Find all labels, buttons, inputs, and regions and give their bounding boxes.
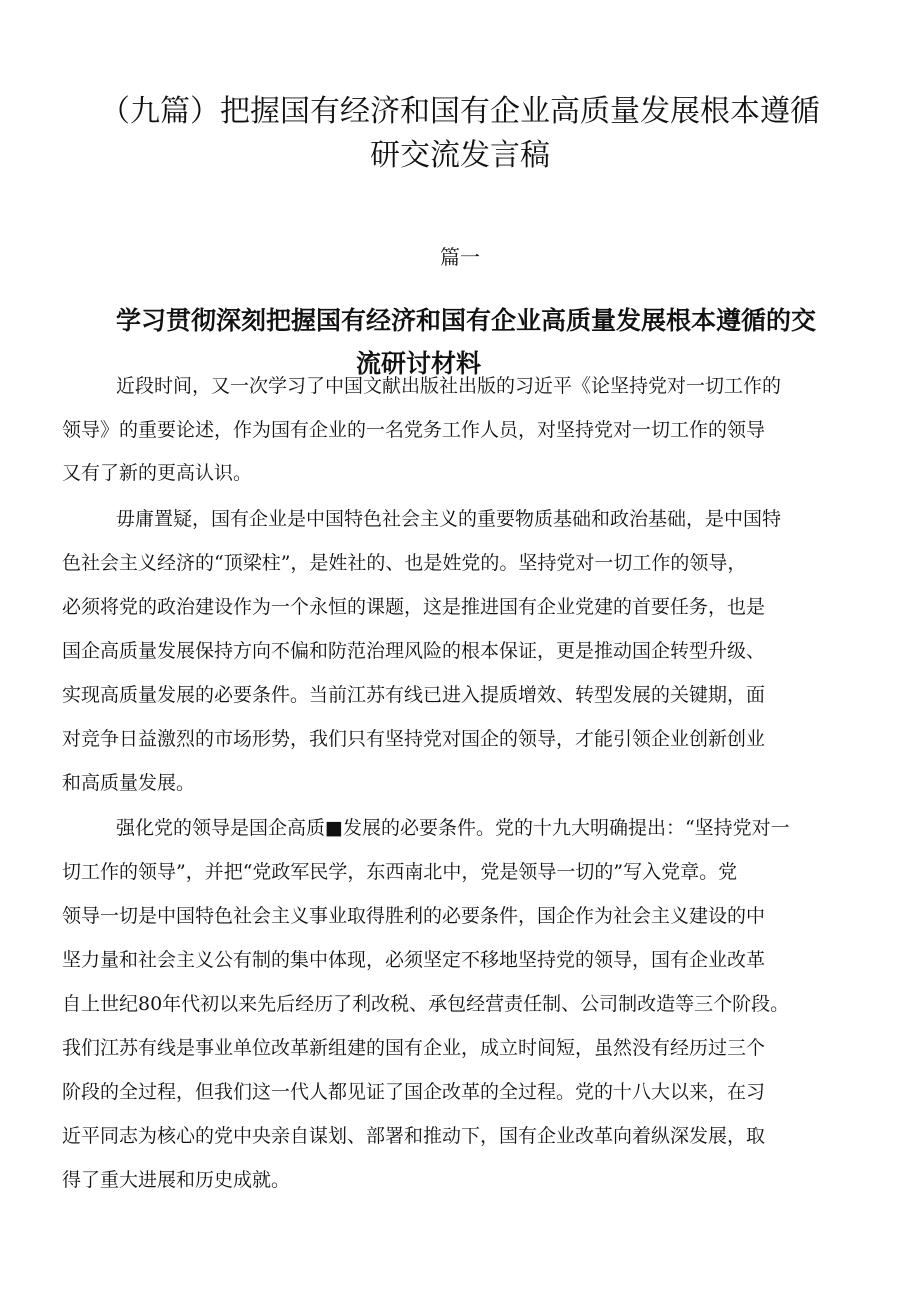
paragraph-3-line: 得了重大进展和历史成就。 <box>62 1169 291 1191</box>
paragraph-2-line: 必须将党的政治建设作为一个永恒的课题，这是推进国有企业党建的首要任务，也是 <box>62 596 766 618</box>
paragraph-2-line: 毋庸置疑，国有企业是中国特色社会主义的重要物质基础和政治基础，是中国特 <box>116 508 782 530</box>
paragraph-2-line: 实现高质量发展的必要条件。当前江苏有线已进入提质增效、转型发展的关键期，面 <box>62 684 766 706</box>
paragraph-1-line: 领导》的重要论述，作为国有企业的一名党务工作人员，对坚持党对一切工作的领导 <box>62 419 766 441</box>
section-label: 篇一 <box>440 245 480 269</box>
paragraph-3-line: 自上世纪80年代初以来先后经历了利改税、承包经营责任制、公司制改造等三个阶段。 <box>62 993 790 1015</box>
paragraph-3-first-rest: 党的十九大明确提出：“坚持党对一 <box>494 817 790 839</box>
section-subtitle-line-2: 流研讨材料 <box>356 348 482 378</box>
paragraph-2-line: 和高质量发展。 <box>62 772 196 794</box>
paragraph-1-line: 近段时间，又一次学习了中国文献出版社出版的习近平《论坚持党对一切工作的 <box>116 375 782 397</box>
paragraph-2-line: 对竞争日益激烈的市场形势，我们只有坚持党对国企的领导，才能引领企业创新创业 <box>62 728 766 750</box>
paragraph-3-line: 我们江苏有线是事业单位改革新组建的国有企业，成立时间短，虽然没有经历过三个 <box>62 1037 766 1059</box>
paragraph-3-first-line <box>116 813 790 843</box>
paragraph-3-line: 坚力量和社会主义公有制的集中体现，必须坚定不移地坚持党的领导，国有企业改革 <box>62 949 766 971</box>
paragraph-3-line: 近平同志为核心的党中央亲自谋划、部署和推动下，国有企业改革向着纵深发展，取 <box>62 1125 766 1147</box>
paragraph-2-line: 色社会主义经济的“顶梁柱”，是姓社的、也是姓党的。坚持党对一切工作的领导， <box>62 552 747 574</box>
paragraph-3-lead: 强化党的领导是国企高质■发展的必要条件。 <box>116 817 495 839</box>
paragraph-3-line: 切工作的领导”，并把“党政军民学，东西南北中，党是领导一切的”写入党章。党 <box>62 861 738 883</box>
section-subtitle-line-1: 学习贯彻深刻把握国有经济和国有企业高质量发展根本遵循的交 <box>116 305 817 335</box>
document-title-line-2: 研交流发言稿 <box>370 138 550 173</box>
paragraph-3-line: 领导一切是中国特色社会主义事业取得胜利的必要条件，国企作为社会主义建设的中 <box>62 905 766 927</box>
document-title-line-1: （九篇）把握国有经济和国有企业高质量发展根本遵循 <box>100 94 820 129</box>
paragraph-3-line: 阶段的全过程，但我们这一代人都见证了国企改革的全过程。党的十八大以来，在习 <box>62 1081 766 1103</box>
paragraph-2-line: 国企高质量发展保持方向不偏和防范治理风险的根本保证，更是推动国企转型升级、 <box>62 640 766 662</box>
paragraph-1-line: 又有了新的更高认识。 <box>62 462 253 484</box>
